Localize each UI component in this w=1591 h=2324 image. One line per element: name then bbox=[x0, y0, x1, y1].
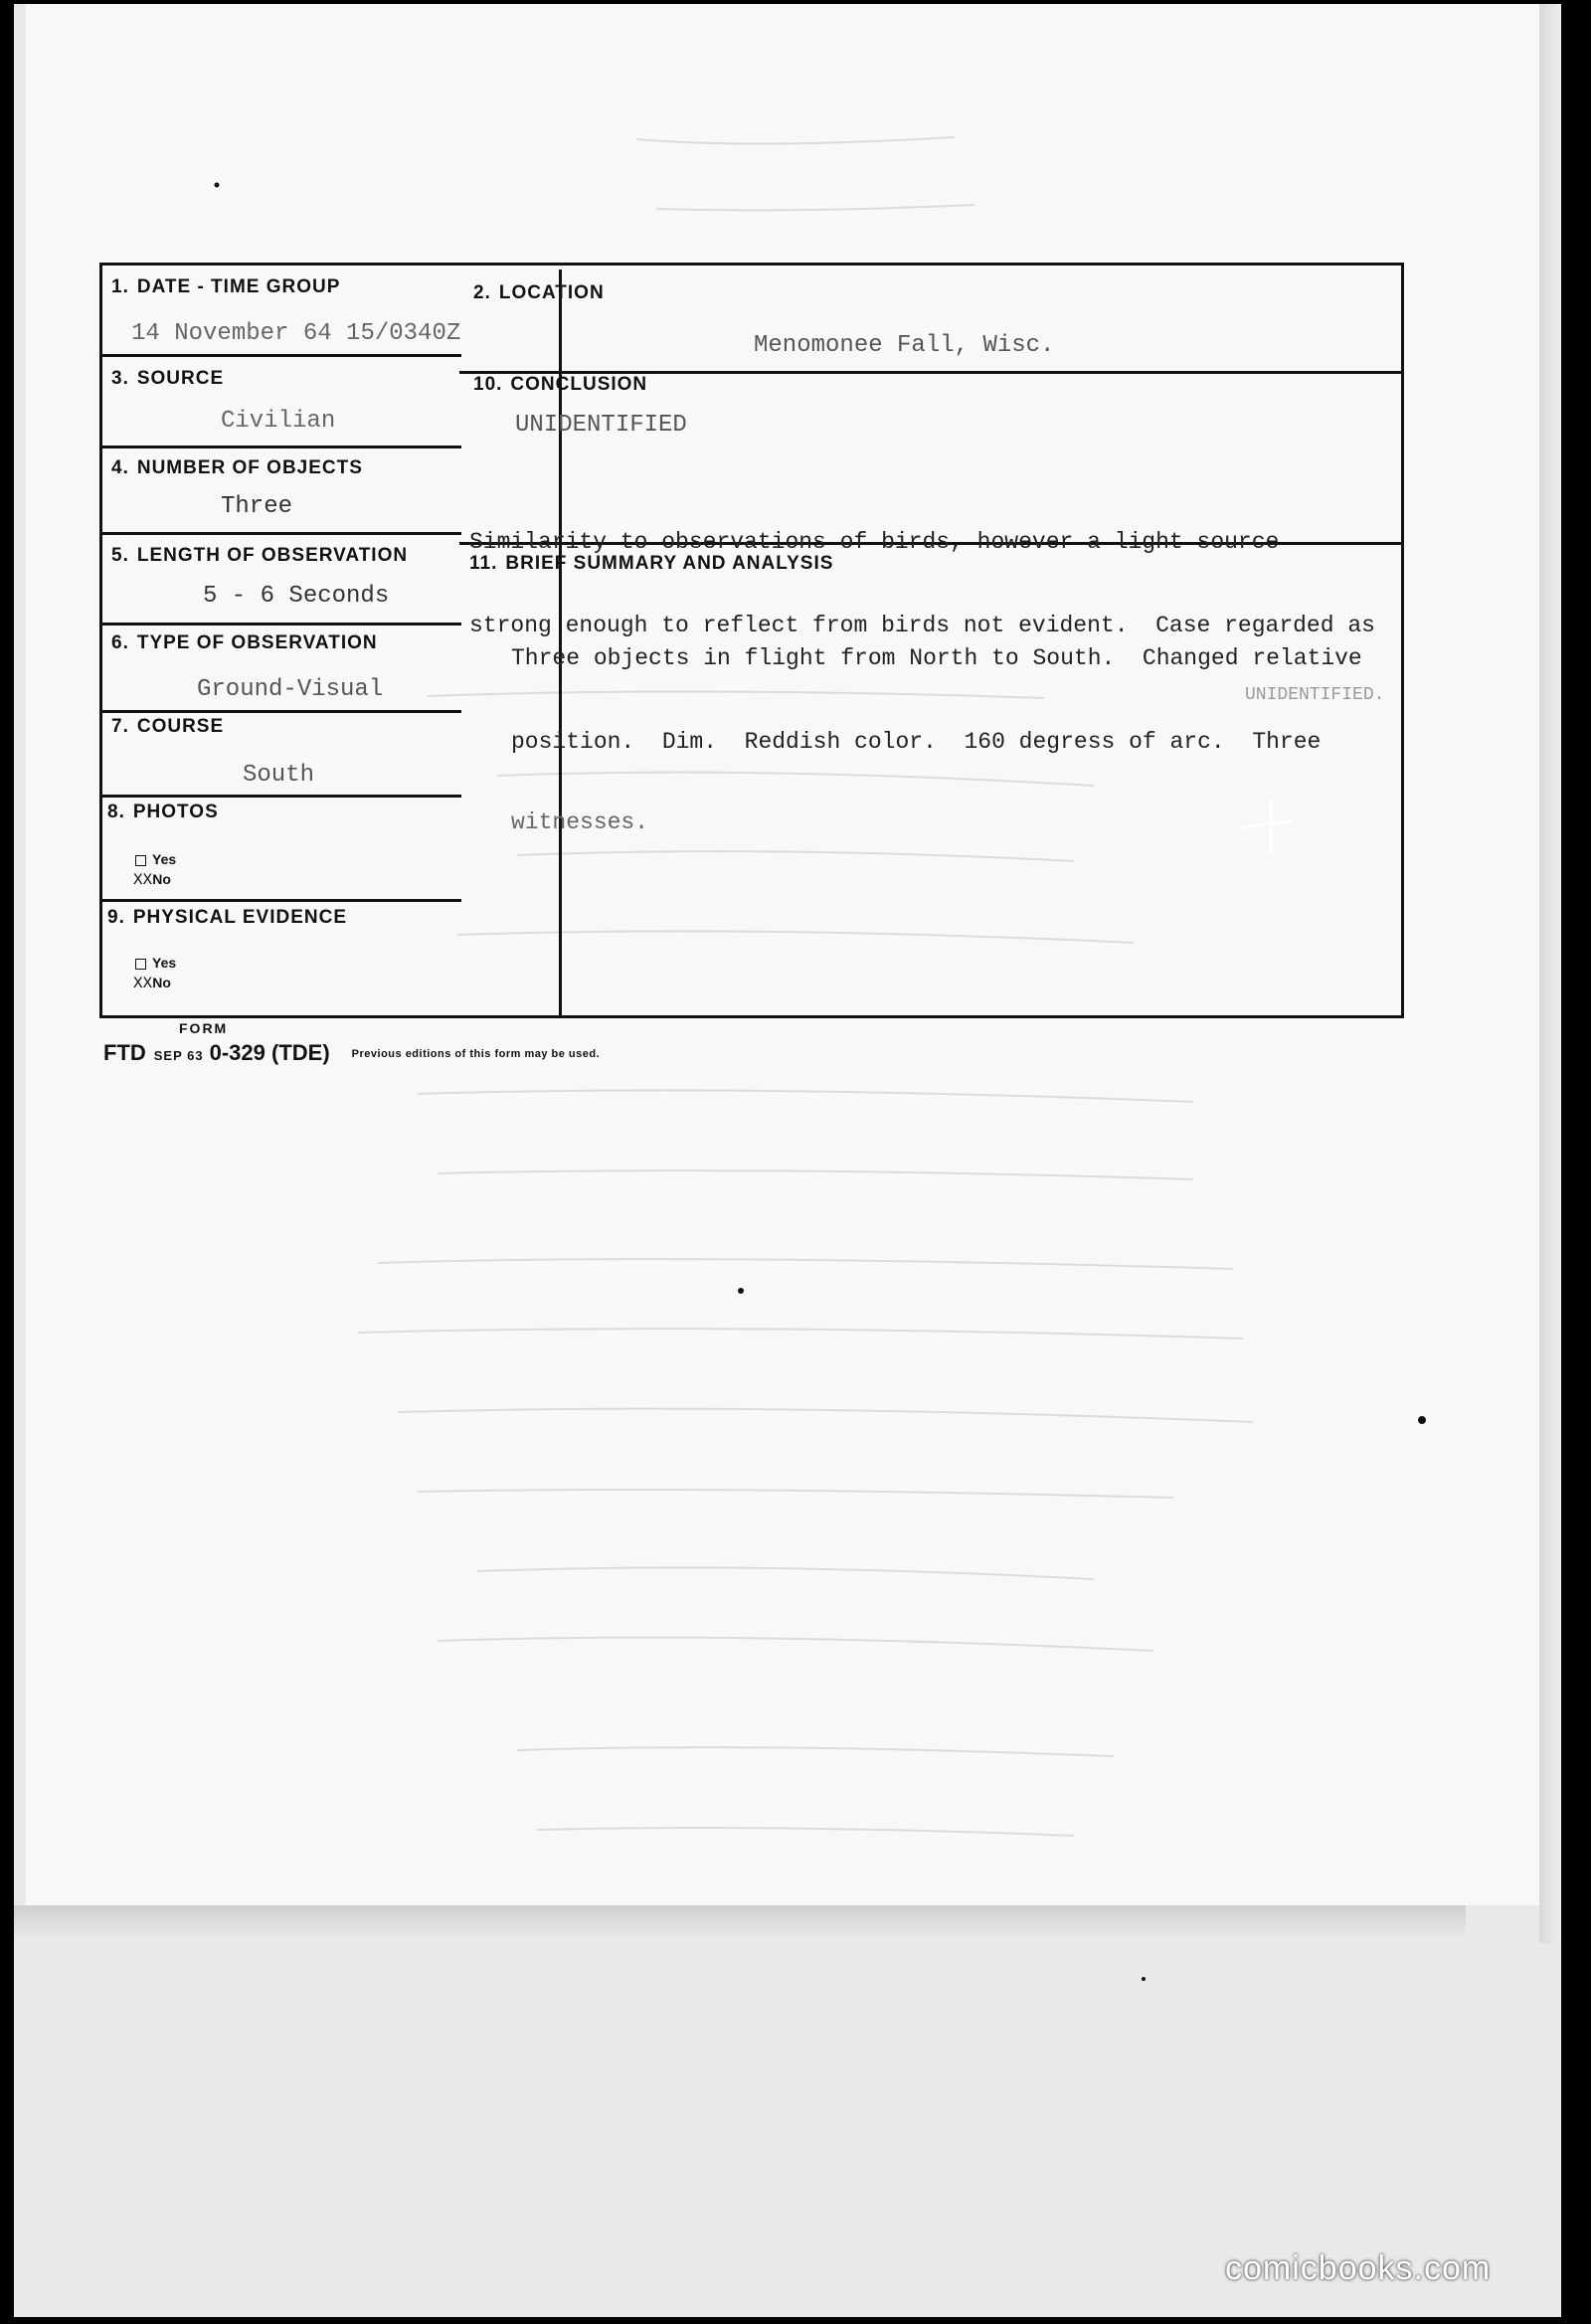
check-mark: XX bbox=[133, 871, 153, 889]
field-type-of-observation-value: Ground-Visual bbox=[197, 676, 384, 703]
field-number: 1. bbox=[111, 276, 129, 297]
option-label: Yes bbox=[152, 851, 177, 867]
field-date-time-label bbox=[111, 276, 340, 298]
field-location-value: Menomonee Fall, Wisc. bbox=[754, 332, 1055, 359]
check-mark: XX bbox=[133, 975, 153, 992]
field-number: 11. bbox=[469, 553, 498, 574]
field-course-label bbox=[111, 716, 224, 738]
field-type-of-observation-label bbox=[111, 632, 378, 654]
field-label: LOCATION bbox=[498, 282, 605, 303]
field-conclusion-label bbox=[473, 374, 647, 396]
form-agency: FTD bbox=[103, 1040, 146, 1065]
field-number-of-objects-value: Three bbox=[221, 493, 293, 520]
form-date: SEP 63 bbox=[153, 1048, 204, 1063]
field-photos-label bbox=[107, 802, 219, 823]
watermark: comicbooks.com bbox=[1225, 2249, 1492, 2287]
field-source-value: Civilian bbox=[221, 408, 336, 435]
field-number: 7. bbox=[111, 716, 129, 737]
field-length-of-observation-value: 5 - 6 Seconds bbox=[203, 583, 390, 610]
field-number-of-objects-label bbox=[111, 457, 363, 479]
field-number: 3. bbox=[111, 368, 129, 389]
text-line: UNIDENTIFIED. bbox=[1245, 685, 1385, 705]
field-label: NUMBER OF OBJECTS bbox=[136, 457, 363, 478]
photos-yes-option bbox=[135, 849, 176, 869]
field-physical-evidence-label bbox=[107, 907, 347, 929]
form-footer bbox=[103, 1040, 600, 1066]
field-label: SOURCE bbox=[136, 368, 225, 389]
field-number: 8. bbox=[107, 802, 125, 822]
divider-line bbox=[99, 446, 461, 448]
text-line: strong enough to reflect from birds not evident. Case regarded as bbox=[469, 613, 1375, 638]
divider-line bbox=[99, 354, 461, 357]
field-conclusion-value: UNIDENTIFIED bbox=[515, 412, 687, 439]
page-edge bbox=[1539, 4, 1561, 1943]
checkbox-icon bbox=[135, 855, 146, 866]
field-number: 5. bbox=[111, 545, 129, 566]
option-label: No bbox=[152, 871, 171, 887]
text-line: position. Dim. Reddish color. 160 degress of arc. Three bbox=[511, 729, 1322, 755]
field-label: PHYSICAL EVIDENCE bbox=[132, 907, 347, 928]
field-number: 9. bbox=[107, 907, 125, 928]
previous-editions-note: Previous editions of this form may be used. bbox=[351, 1048, 601, 1060]
field-date-time-value: 14 November 64 15/0340Z bbox=[131, 320, 461, 347]
field-source-label bbox=[111, 368, 224, 390]
field-label: CONCLUSION bbox=[510, 374, 648, 395]
checkbox-icon bbox=[135, 959, 146, 970]
page-shadow bbox=[14, 1905, 1466, 1935]
text-line: witnesses. bbox=[511, 809, 649, 835]
form-caption: FORM bbox=[179, 1020, 229, 1036]
divider-line bbox=[99, 710, 461, 713]
option-label: No bbox=[152, 975, 171, 990]
form-code: 0-329 (TDE) bbox=[209, 1040, 330, 1065]
field-summary-label bbox=[469, 553, 833, 575]
text-line: Three objects in flight from North to South. Changed relative bbox=[511, 645, 1362, 671]
field-location-label bbox=[473, 282, 605, 304]
photos-no-option bbox=[133, 869, 171, 890]
field-length-of-observation-label bbox=[111, 545, 408, 567]
divider-line bbox=[99, 795, 461, 798]
field-label: DATE - TIME GROUP bbox=[136, 276, 341, 297]
divider-line bbox=[99, 623, 461, 626]
field-label: BRIEF SUMMARY AND ANALYSIS bbox=[505, 553, 834, 574]
field-number: 4. bbox=[111, 457, 129, 478]
field-number: 6. bbox=[111, 632, 129, 653]
divider-line bbox=[99, 899, 461, 902]
text-line: Similarity to observations of birds, however a light source bbox=[469, 529, 1280, 555]
field-label: PHOTOS bbox=[132, 802, 219, 822]
field-number: 10. bbox=[473, 374, 503, 395]
field-number: 2. bbox=[473, 282, 491, 303]
option-label: Yes bbox=[152, 955, 177, 971]
physical-evidence-no-option bbox=[133, 973, 171, 993]
summary-text bbox=[511, 589, 1362, 861]
field-label: TYPE OF OBSERVATION bbox=[136, 632, 378, 653]
field-label: COURSE bbox=[136, 716, 225, 737]
field-label: LENGTH OF OBSERVATION bbox=[136, 545, 409, 566]
field-course-value: South bbox=[243, 762, 315, 789]
divider-line bbox=[99, 532, 461, 535]
physical-evidence-yes-option bbox=[135, 953, 176, 973]
